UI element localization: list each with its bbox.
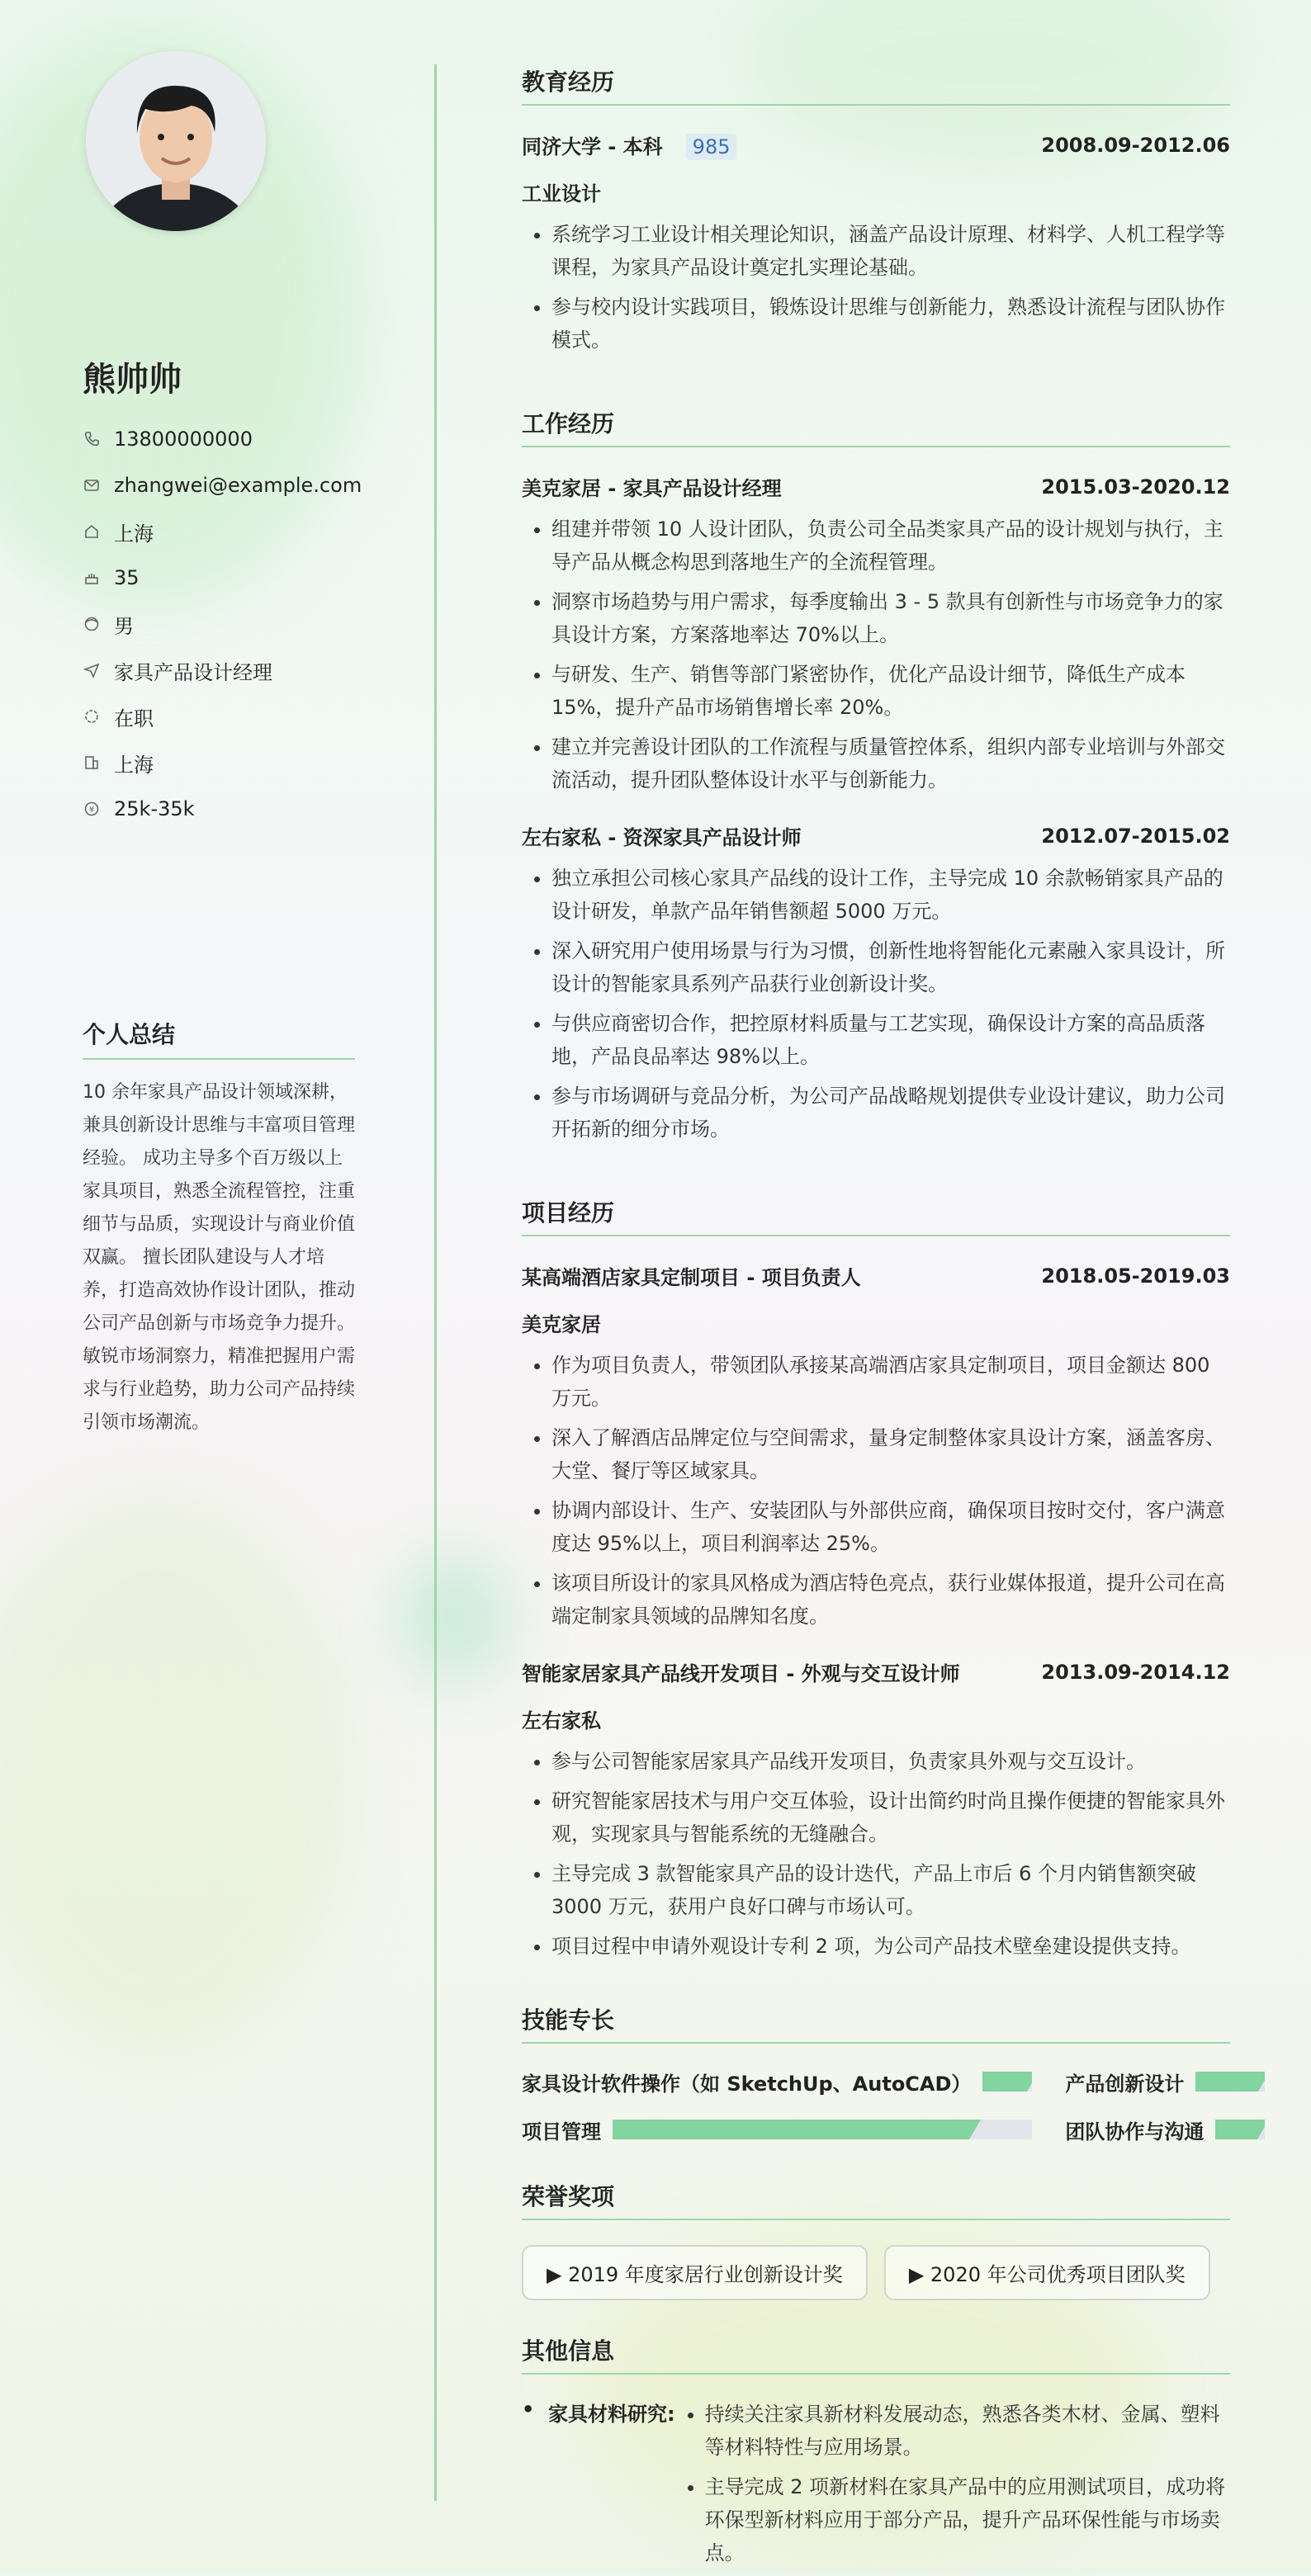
- contact-value: 35: [114, 566, 140, 589]
- skill-bar-fill: [1195, 2072, 1258, 2092]
- list-item: • 深入了解酒店品牌定位与空间需求，量身定制整体家具设计方案，涵盖客房、大堂、餐厅等区域家具。: [551, 1421, 1230, 1487]
- section-title: 技能专长: [522, 2002, 1230, 2044]
- contact-value: 上海: [114, 753, 154, 777]
- skill-bar: [613, 2120, 1032, 2139]
- contact-age: [83, 555, 362, 601]
- skills-grid: [522, 2065, 1230, 2146]
- skill-item: [1065, 2065, 1265, 2098]
- job-head: [522, 472, 1230, 501]
- job-date: 2012.07-2015.02: [1041, 824, 1230, 848]
- skill-bar: [1195, 2072, 1265, 2092]
- project-title: 某高端酒店家具定制项目 - 项目负责人: [522, 1266, 861, 1289]
- contact-value: 上海: [114, 522, 154, 546]
- contact-city: [83, 508, 362, 555]
- education-bullets: [522, 218, 1230, 357]
- skill-name: 产品创新设计: [1065, 2072, 1185, 2096]
- contact-position: [83, 647, 362, 693]
- contact-value: 13800000000: [114, 428, 253, 451]
- contact-value: zhangwei@example.com: [114, 474, 362, 497]
- list-item: • 主导完成 2 项新材料在家具产品中的应用测试项目，成功将环保型新材料应用于部分产品，提升产品环保性能与市场卖点。: [705, 2470, 1230, 2569]
- list-item: • 持续关注家具新材料发展动态，熟悉各类木材、金属、塑料等材料特性与应用场景。: [705, 2398, 1230, 2464]
- svg-text:¥: ¥: [88, 806, 95, 815]
- section-title: 项目经历: [522, 1195, 1230, 1236]
- project-date: 2018.05-2019.03: [1041, 1264, 1230, 1288]
- section-title: 工作经历: [522, 406, 1230, 447]
- section-title: 荣誉奖项: [522, 2179, 1230, 2220]
- list-item: • 参与市场调研与竞品分析，为公司产品战略规划提供专业设计建议，助力公司开拓新的细分市场。: [551, 1080, 1230, 1146]
- list-item: • 与研发、生产、销售等部门紧密协作，优化产品设计细节，降低生产成本 15%，提升产品市场销售增长率 20%。: [551, 658, 1230, 724]
- contact-list: [83, 416, 362, 832]
- project-head: [522, 1657, 1230, 1686]
- contact-gender: [83, 601, 362, 647]
- contact-status: [83, 693, 362, 740]
- home-icon: [83, 522, 101, 541]
- school-name: 同济大学 - 本科: [522, 135, 663, 158]
- project-bullets: [522, 1349, 1230, 1633]
- project-bullets: [522, 1745, 1230, 1963]
- contact-email: [83, 462, 362, 508]
- list-item: • 作为项目负责人，带领团队承接某高端酒店家具定制项目，项目金额达 800 万元。: [551, 1349, 1230, 1415]
- section-title: 教育经历: [522, 64, 1230, 106]
- contact-value: 男: [114, 614, 134, 638]
- skill-bar: [982, 2072, 1032, 2092]
- skill-item: [1065, 2113, 1265, 2146]
- sidebar: [0, 0, 434, 2572]
- avatar: [86, 51, 266, 231]
- contact-value: 在职: [114, 707, 154, 730]
- other-bullets: [675, 2398, 1230, 2576]
- skill-item: [522, 2113, 1032, 2146]
- project-title: 智能家居家具产品线开发项目 - 外观与交互设计师: [522, 1662, 960, 1685]
- face-icon: [83, 615, 101, 633]
- job-bullets: [522, 862, 1230, 1146]
- skill-item: [522, 2065, 1032, 2098]
- skill-name: 家具设计软件操作（如 SketchUp、AutoCAD）: [522, 2072, 972, 2096]
- skill-name: 项目管理: [522, 2120, 601, 2144]
- skill-bar-fill: [613, 2120, 969, 2139]
- mail-icon: [83, 476, 101, 494]
- list-item: • 项目过程中申请外观设计专利 2 项，为公司产品技术壁垒建设提供支持。: [551, 1930, 1230, 1963]
- project-company: 左右家私: [522, 1709, 601, 1732]
- list-item: • 洞察市场趋势与用户需求，每季度输出 3 - 5 款具有创新性与市场竞争力的家具设计方案，方案落地率达 70%以上。: [551, 585, 1230, 651]
- send-icon: [83, 661, 101, 679]
- section-title: 其他信息: [522, 2333, 1230, 2375]
- summary-text: 10 余年家具产品设计领域深耕，兼具创新设计思维与丰富项目管理经验。 成功主导多个百万级以上家具项目，熟悉全流程管控，注重细节与品质，实现设计与商业价值双赢。 擅长团队建设与人才培养，打造高效协作设计团队，推动公司产品创新与市场竞争力提升。敏锐市场洞察力，精准把握用户需求与行业趋势，助力公司产品持续引领市场潮流。: [83, 1082, 356, 1433]
- phone-icon: [83, 430, 101, 448]
- cake-icon: [83, 569, 101, 587]
- list-item: • 深入研究用户使用场景与行为习惯，创新性地将智能化元素融入家具设计，所设计的智能家具系列产品获行业创新设计奖。: [551, 934, 1230, 1000]
- projects-section: [522, 1195, 1230, 1963]
- job-head: [522, 821, 1230, 850]
- major: 工业设计: [522, 182, 601, 206]
- skill-bar: [1215, 2120, 1265, 2139]
- job-bullets: [522, 513, 1230, 796]
- project-head: [522, 1261, 1230, 1290]
- project-date: 2013.09-2014.12: [1041, 1660, 1230, 1684]
- column-divider: [434, 64, 437, 2501]
- contact-location: [83, 740, 362, 786]
- salary-icon: [83, 800, 101, 818]
- other-section: [522, 2333, 1230, 2576]
- skill-bar-fill: [1215, 2120, 1257, 2139]
- skill-bar-fill: [982, 2072, 1027, 2092]
- award-item[interactable]: ▶ 2019 年度家居行业创新设计奖: [522, 2245, 868, 2300]
- other-label: • 家具材料研究:: [522, 2398, 675, 2576]
- education-section: [522, 64, 1230, 357]
- skill-name: 团队协作与沟通: [1065, 2120, 1205, 2144]
- list-item: • 独立承担公司核心家具产品线的设计工作，主导完成 10 余款畅销家具产品的设计研发，单款产品年销售额超 5000 万元。: [551, 862, 1230, 928]
- skills-section: [522, 2002, 1230, 2146]
- contact-phone: [83, 416, 362, 462]
- contact-value: 家具产品设计经理: [114, 660, 272, 684]
- list-item: • 该项目所设计的家具风格成为酒店特色亮点，获行业媒体报道，提升公司在高端定制家具领域的品牌知名度。: [551, 1567, 1230, 1633]
- award-label: 2019 年度家居行业创新设计奖: [568, 2263, 843, 2286]
- list-item: • 研究智能家居技术与用户交互体验，设计出简约时尚且操作便捷的智能家具外观，实现家具与智能系统的无缝融合。: [551, 1784, 1230, 1850]
- school-tag: 985: [686, 134, 737, 160]
- profile-name: 熊帅帅: [83, 361, 182, 399]
- education-entry-head: [522, 130, 1230, 159]
- list-item: • 协调内部设计、生产、安装团队与外部供应商，确保项目按时交付，客户满意度达 95%以上，项目利润率达 25%。: [551, 1494, 1230, 1560]
- main-content: [522, 64, 1230, 2576]
- list-item: • 建立并完善设计团队的工作流程与质量管控体系，组织内部专业培训与外部交流活动，提升团队整体设计水平与创新能力。: [551, 730, 1230, 796]
- list-item: • 组建并带领 10 人设计团队，负责公司全品类家具产品的设计规划与执行，主导产品从概念构思到落地生产的全流程管理。: [551, 513, 1230, 579]
- award-item[interactable]: ▶ 2020 年公司优秀项目团队奖: [884, 2245, 1210, 2300]
- job-title: 美克家居 - 家具产品设计经理: [522, 477, 782, 500]
- summary-title: 个人总结: [83, 1017, 355, 1060]
- contact-value: 25k-35k: [114, 797, 195, 820]
- education-date: 2008.09-2012.06: [1041, 133, 1230, 157]
- list-item: • 系统学习工业设计相关理论知识，涵盖产品设计原理、材料学、人机工程学等课程，为家具产品设计奠定扎实理论基础。: [551, 218, 1230, 284]
- other-item: [522, 2398, 1230, 2576]
- award-label: 2020 年公司优秀项目团队奖: [930, 2263, 1186, 2286]
- project-company: 美克家居: [522, 1313, 601, 1336]
- list-item: • 与供应商密切合作，把控原材料质量与工艺实现，确保设计方案的高品质落地，产品良品率达 98%以上。: [551, 1007, 1230, 1073]
- awards-section: [522, 2179, 1230, 2300]
- work-section: [522, 406, 1230, 1146]
- awards-list: [522, 2245, 1230, 2300]
- contact-salary: [83, 786, 362, 832]
- building-icon: [83, 754, 101, 772]
- status-icon: [83, 707, 101, 726]
- job-title: 左右家私 - 资深家具产品设计师: [522, 826, 802, 849]
- list-item: • 参与校内设计实践项目，锻炼设计思维与创新能力，熟悉设计流程与团队协作模式。: [551, 291, 1230, 357]
- list-item: • 参与公司智能家居家具产品线开发项目，负责家具外观与交互设计。: [551, 1745, 1230, 1778]
- list-item: • 主导完成 3 款智能家具产品的设计迭代，产品上市后 6 个月内销售额突破 3000 万元，获用户良好口碑与市场认可。: [551, 1857, 1230, 1923]
- job-date: 2015.03-2020.12: [1041, 475, 1230, 499]
